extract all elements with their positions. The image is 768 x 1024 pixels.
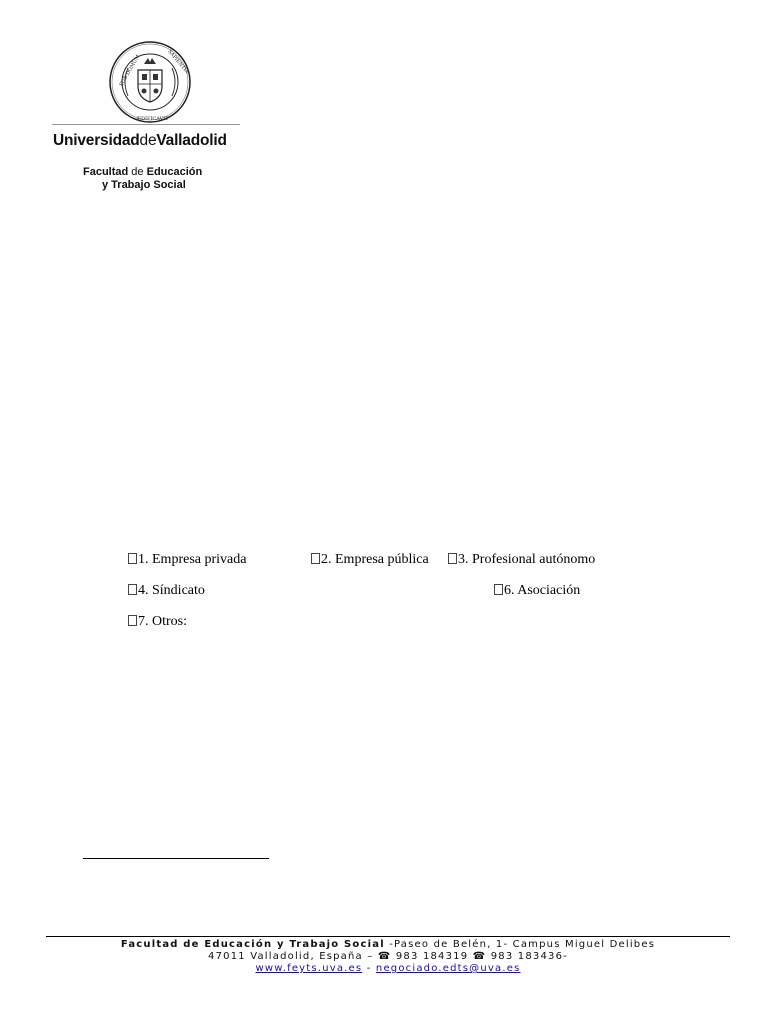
university-name (53, 132, 227, 150)
option-profesional-autonomo[interactable] (448, 552, 595, 568)
option-label: 2. Empresa pública (321, 552, 429, 567)
seal-motto-bottom: ÆDIFICAVIT (136, 116, 169, 122)
checkbox-icon[interactable] (311, 553, 320, 564)
option-label: 1. Empresa privada (138, 552, 247, 567)
option-label: 7. Otros: (138, 614, 187, 629)
faculty-name-part3: Educación (146, 166, 203, 178)
university-seal-icon (108, 40, 192, 124)
faculty-name (83, 166, 202, 192)
website-link[interactable]: www.feyts.uva.es (255, 963, 363, 974)
university-name-part2: de (139, 132, 157, 149)
university-name-part1: Universidad (53, 132, 140, 149)
option-otros[interactable] (128, 614, 187, 630)
footer (46, 939, 730, 975)
faculty-name-line2: y Trabajo Social (102, 179, 186, 191)
email-link[interactable]: negociado.edts@uva.es (375, 963, 521, 974)
footer-faculty: Facultad de Educación y Trabajo Social (120, 939, 385, 950)
checkbox-icon[interactable] (448, 553, 457, 564)
checkbox-icon[interactable] (494, 584, 503, 595)
seal-motto-left: SUB DOMUM (118, 53, 142, 88)
option-empresa-privada[interactable] (128, 552, 246, 568)
checkbox-icon[interactable] (128, 584, 137, 595)
option-label: 6. Asociación (504, 583, 581, 598)
option-label: 3. Profesional autónomo (458, 552, 596, 567)
faculty-name-part2: de (131, 166, 144, 178)
checkbox-icon[interactable] (128, 553, 137, 564)
signature-line (83, 858, 269, 859)
seal-motto-right: SAPIENTIA (166, 48, 190, 76)
option-empresa-publica[interactable] (311, 552, 429, 568)
option-asociacion[interactable] (494, 583, 580, 599)
option-label: 4. Síndicato (138, 583, 205, 598)
faculty-name-part1: Facultad (83, 166, 129, 178)
university-name-part3: Valladolid (156, 132, 227, 149)
checkbox-icon[interactable] (128, 615, 137, 626)
footer-address-line2: 47011 Valladolid, España – ☎ 983 184319 ☎ 983 183436- (208, 951, 568, 962)
university-logo (50, 40, 250, 200)
footer-address-line1: -Paseo de Belén, 1- Campus Miguel Delibes (384, 939, 656, 950)
footer-separator: - (362, 963, 376, 974)
option-sindicato[interactable] (128, 583, 205, 599)
footer-divider (46, 936, 730, 937)
logo-divider (52, 124, 240, 125)
